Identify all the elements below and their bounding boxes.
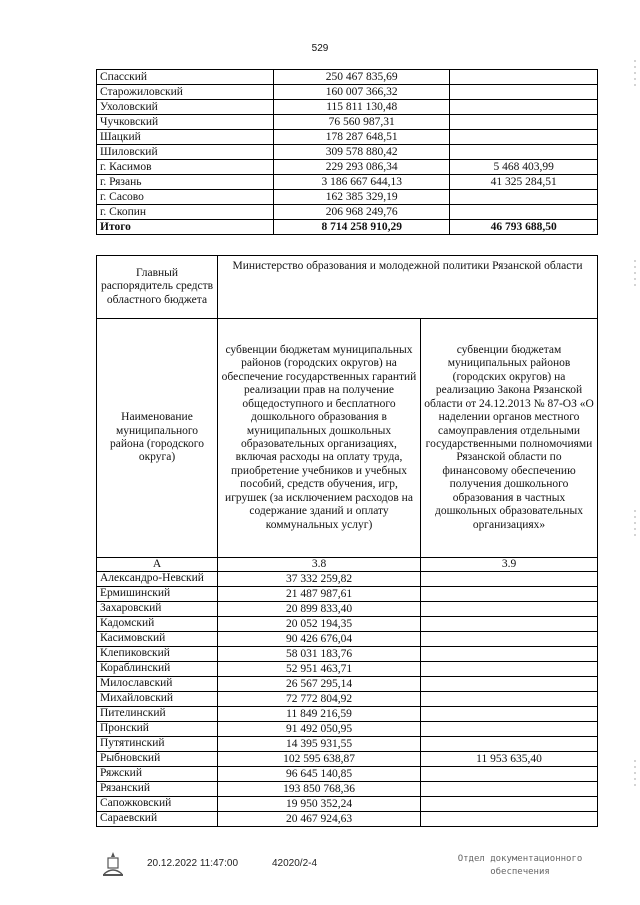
municipality-cell: Ухоловский bbox=[97, 100, 274, 115]
amount-3-8-cell: 20 052 194,35 bbox=[218, 616, 421, 631]
amount-cell: 309 578 880,42 bbox=[274, 145, 450, 160]
amount-3-9-cell bbox=[421, 571, 598, 586]
municipality-cell: Захаровский bbox=[97, 601, 218, 616]
amount-cell: 162 385 329,19 bbox=[274, 190, 450, 205]
index-col-3-8: 3.8 bbox=[218, 558, 421, 572]
stamp-line-2: обеспечения bbox=[490, 866, 550, 877]
amount-3-9-cell bbox=[421, 721, 598, 736]
amount-3-8-cell: 90 426 676,04 bbox=[218, 631, 421, 646]
municipality-cell: Итого bbox=[97, 220, 274, 235]
table-row bbox=[97, 661, 598, 676]
municipality-cell: г. Скопин bbox=[97, 205, 274, 220]
amount-3-8-cell: 20 467 924,63 bbox=[218, 811, 421, 826]
amount-cell: 206 968 249,76 bbox=[274, 205, 450, 220]
amount-3-9-cell bbox=[421, 616, 598, 631]
municipality-cell: Кораблинский bbox=[97, 661, 218, 676]
amount-cell: 160 007 366,32 bbox=[274, 85, 450, 100]
amount-3-9-cell bbox=[421, 646, 598, 661]
amount-3-8-cell: 193 850 768,36 bbox=[218, 781, 421, 796]
amount-3-9-cell bbox=[421, 586, 598, 601]
table-row bbox=[97, 160, 598, 175]
municipality-cell: Рыбновский bbox=[97, 751, 218, 766]
table-row bbox=[97, 706, 598, 721]
table-row bbox=[97, 145, 598, 160]
amount-cell: 115 811 130,48 bbox=[274, 100, 450, 115]
table-row bbox=[97, 115, 598, 130]
table-row bbox=[97, 100, 598, 115]
budget-table-education bbox=[96, 255, 598, 827]
municipality-cell: Шиловский bbox=[97, 145, 274, 160]
municipality-cell: Рязанский bbox=[97, 781, 218, 796]
municipality-cell: Чучковский bbox=[97, 115, 274, 130]
municipality-cell: Спасский bbox=[97, 70, 274, 85]
municipality-cell: г. Касимов bbox=[97, 160, 274, 175]
amount-3-8-cell: 26 567 295,14 bbox=[218, 676, 421, 691]
amount-extra-cell bbox=[450, 130, 598, 145]
total-row bbox=[97, 220, 598, 235]
table-row bbox=[97, 811, 598, 826]
amount-3-8-cell: 102 595 638,87 bbox=[218, 751, 421, 766]
table-row bbox=[97, 190, 598, 205]
amount-3-9-cell bbox=[421, 766, 598, 781]
municipality-cell: Сапожковский bbox=[97, 796, 218, 811]
amount-extra-cell bbox=[450, 100, 598, 115]
amount-3-9-cell bbox=[421, 781, 598, 796]
table-row bbox=[97, 586, 598, 601]
amount-cell: 250 467 835,69 bbox=[274, 70, 450, 85]
table-row bbox=[97, 205, 598, 220]
amount-3-8-cell: 14 395 931,55 bbox=[218, 736, 421, 751]
municipality-cell: Кадомский bbox=[97, 616, 218, 631]
municipality-cell: Михайловский bbox=[97, 691, 218, 706]
table-row bbox=[97, 175, 598, 190]
footer-doc-id: 42020/2-4 bbox=[272, 858, 318, 869]
amount-3-9-cell bbox=[421, 661, 598, 676]
amount-3-8-cell: 19 950 352,24 bbox=[218, 796, 421, 811]
municipality-cell: Старожиловский bbox=[97, 85, 274, 100]
department-stamp bbox=[440, 853, 600, 878]
amount-3-8-cell: 21 487 987,61 bbox=[218, 586, 421, 601]
municipality-cell: Милославский bbox=[97, 676, 218, 691]
table-row bbox=[97, 601, 598, 616]
amount-extra-cell bbox=[450, 115, 598, 130]
municipality-cell: Сараевский bbox=[97, 811, 218, 826]
municipality-cell: Клепиковский bbox=[97, 646, 218, 661]
municipality-cell: Пронский bbox=[97, 721, 218, 736]
amount-3-8-cell: 72 772 804,92 bbox=[218, 691, 421, 706]
table-row bbox=[97, 70, 598, 85]
table-row bbox=[97, 616, 598, 631]
amount-3-8-cell: 58 031 183,76 bbox=[218, 646, 421, 661]
amount-3-8-cell: 20 899 833,40 bbox=[218, 601, 421, 616]
amount-3-9-cell bbox=[421, 601, 598, 616]
amount-3-9-cell bbox=[421, 736, 598, 751]
header-ministry: Министерство образования и молодежной политики Рязанской области bbox=[218, 256, 598, 319]
municipality-cell: Пителинский bbox=[97, 706, 218, 721]
scan-margin-marks bbox=[632, 60, 638, 860]
table-row bbox=[97, 796, 598, 811]
table-row bbox=[97, 130, 598, 145]
municipality-cell: Путятинский bbox=[97, 736, 218, 751]
table-row bbox=[97, 736, 598, 751]
header-municipality-name: Наименование муниципального района (городского округа) bbox=[97, 319, 218, 558]
amount-3-9-cell bbox=[421, 796, 598, 811]
amount-extra-cell: 46 793 688,50 bbox=[450, 220, 598, 235]
table-row bbox=[97, 691, 598, 706]
budget-table-continued bbox=[96, 69, 598, 235]
stamp-line-1: Отдел документационного bbox=[457, 854, 583, 864]
municipality-cell: Касимовский bbox=[97, 631, 218, 646]
amount-cell: 76 560 987,31 bbox=[274, 115, 450, 130]
amount-3-8-cell: 91 492 050,95 bbox=[218, 721, 421, 736]
header-main-distributor: Главный распорядитель средств областного бюджета bbox=[97, 256, 218, 319]
emblem-icon bbox=[100, 850, 126, 878]
amount-3-9-cell bbox=[421, 706, 598, 721]
municipality-cell: Александро-Невский bbox=[97, 571, 218, 586]
header-col-3-9: субвенции бюджетам муниципальных районов (городских округов) на реализацию Закона Рязанской области от 24.12.2013 № 87-ОЗ «О наделении органов местного самоуправления отдельными государственными полномочиями Рязанской области по финансовому обеспечению получения дошкольного образования в частных дошкольных образовательных организациях» bbox=[421, 319, 598, 558]
municipality-cell: Ермишинский bbox=[97, 586, 218, 601]
table-row bbox=[97, 571, 598, 586]
amount-cell: 3 186 667 644,13 bbox=[274, 175, 450, 190]
amount-extra-cell: 41 325 284,51 bbox=[450, 175, 598, 190]
table-row bbox=[97, 631, 598, 646]
amount-extra-cell: 5 468 403,99 bbox=[450, 160, 598, 175]
amount-extra-cell bbox=[450, 205, 598, 220]
municipality-cell: Шацкий bbox=[97, 130, 274, 145]
municipality-cell: Ряжский bbox=[97, 766, 218, 781]
amount-cell: 8 714 258 910,29 bbox=[274, 220, 450, 235]
amount-3-8-cell: 52 951 463,71 bbox=[218, 661, 421, 676]
amount-3-9-cell bbox=[421, 811, 598, 826]
amount-cell: 178 287 648,51 bbox=[274, 130, 450, 145]
table-row bbox=[97, 676, 598, 691]
index-col-a: А bbox=[97, 558, 218, 572]
amount-3-8-cell: 11 849 216,59 bbox=[218, 706, 421, 721]
amount-extra-cell bbox=[450, 145, 598, 160]
municipality-cell: г. Сасово bbox=[97, 190, 274, 205]
index-col-3-9: 3.9 bbox=[421, 558, 598, 572]
table-row bbox=[97, 781, 598, 796]
amount-3-9-cell bbox=[421, 691, 598, 706]
amount-extra-cell bbox=[450, 85, 598, 100]
table-row bbox=[97, 721, 598, 736]
table-row bbox=[97, 85, 598, 100]
header-col-3-8: субвенции бюджетам муниципальных районов (городских округов) на обеспечение государственных гарантий реализации прав на получение общедоступного и бесплатного дошкольного образования в муниципальных дошкольных образовательных организациях, включая расходы на оплату труда, приобретение учебников и учебных пособий, средств обучения, игр, игрушек (за исключением расходов на содержание зданий и оплату коммунальных услуг) bbox=[218, 319, 421, 558]
amount-extra-cell bbox=[450, 190, 598, 205]
amount-3-9-cell: 11 953 635,40 bbox=[421, 751, 598, 766]
municipality-cell: г. Рязань bbox=[97, 175, 274, 190]
amount-3-8-cell: 37 332 259,82 bbox=[218, 571, 421, 586]
table-row bbox=[97, 646, 598, 661]
amount-3-9-cell bbox=[421, 676, 598, 691]
amount-extra-cell bbox=[450, 70, 598, 85]
amount-cell: 229 293 086,34 bbox=[274, 160, 450, 175]
amount-3-9-cell bbox=[421, 631, 598, 646]
page-number: 529 bbox=[311, 43, 329, 54]
table-row bbox=[97, 751, 598, 766]
amount-3-8-cell: 96 645 140,85 bbox=[218, 766, 421, 781]
table-row bbox=[97, 766, 598, 781]
footer-timestamp: 20.12.2022 11:47:00 bbox=[147, 858, 239, 869]
